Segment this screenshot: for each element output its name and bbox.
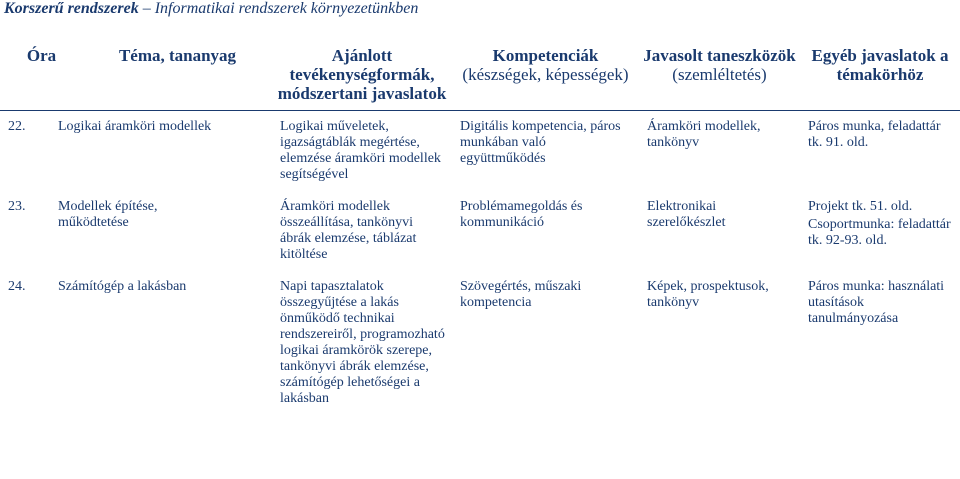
curriculum-table: [0, 46, 960, 437]
row-tema: Modellek építése, működtetése: [58, 199, 158, 230]
table-row: [0, 191, 960, 271]
row-tevekenyseg: Áramköri modellek összeállítása, tankönyvi ábrák elemzése, táblázat kitöltése: [280, 199, 417, 262]
row-tevekenyseg: Logikai műveletek, igazságtáblák megértése, elemzése áramköri modellek segítségével: [280, 119, 441, 182]
column-header-kompetencia-sub: (készségek, képességek): [462, 65, 629, 84]
column-header-egyeb: Egyéb javaslatok a témakörhöz: [800, 46, 960, 111]
row-ora: 23.: [8, 199, 26, 214]
row-egyeb: Páros munka, feladattár tk. 91. old.: [808, 119, 941, 150]
row-eszkozok: Elektronikai szerelőkészlet: [647, 199, 726, 230]
row-tevekenyseg: Napi tapasztalatok összegyűjtése a lakás önműködő technikai rendszereiről, programozható logikai áramkörök szerepe, tankönyvi ábrák elemzése, számítógép lehetőségei a lakásban: [280, 279, 445, 406]
row-kompetencia: Digitális kompetencia, páros munkában való együttműködés: [460, 119, 621, 166]
curriculum-table-wrapper: [0, 46, 960, 437]
row-egyeb-2: Csoportmunka: feladattár tk. 92-93. old.: [808, 217, 951, 248]
row-eszkozok: Áramköri modellek, tankönyv: [647, 119, 761, 150]
column-header-tema: Téma, tananyag: [83, 46, 272, 111]
page-header: Korszerű rendszerek – Informatikai rendszerek környezetünkben: [4, 0, 419, 17]
table-header-row: [0, 46, 960, 111]
row-egyeb: Projekt tk. 51. old.: [808, 199, 913, 214]
header-title-bold: Korszerű rendszerek: [4, 0, 139, 17]
column-header-kompetencia: [452, 46, 639, 111]
column-header-tevekenyseg: Ajánlott tevékenységformák, módszertani javaslatok: [272, 46, 452, 111]
row-ora: 24.: [8, 279, 26, 294]
row-topic-cell: [0, 111, 272, 192]
row-egyeb: Páros munka: használati utasítások tanulmányozása: [808, 279, 945, 326]
row-eszkozok: Képek, prospektusok, tankönyv: [647, 279, 769, 310]
column-header-eszkozok-label: Javasolt taneszközök: [643, 46, 796, 65]
row-tema: Számítógép a lakásban: [58, 279, 187, 294]
row-tema: Logikai áramköri modellek: [58, 119, 212, 134]
header-title-rest: Informatikai rendszerek környezetünkben: [154, 0, 419, 17]
row-ora: 22.: [8, 119, 26, 134]
row-kompetencia: Szövegértés, műszaki kompetencia: [460, 279, 582, 310]
row-egyeb-cell: [800, 191, 960, 271]
column-header-ora: Óra: [0, 46, 83, 111]
column-header-eszkozok-sub: (szemléltetés): [672, 65, 767, 84]
column-header-kompetencia-label: Kompetenciák: [492, 46, 599, 65]
table-row: [0, 111, 960, 192]
column-header-eszkozok: [639, 46, 800, 111]
row-kompetencia: Problémamegoldás és kommunikáció: [460, 199, 583, 230]
table-row: [0, 271, 960, 437]
row-topic-cell: [0, 271, 272, 437]
row-topic-cell: [0, 191, 272, 271]
